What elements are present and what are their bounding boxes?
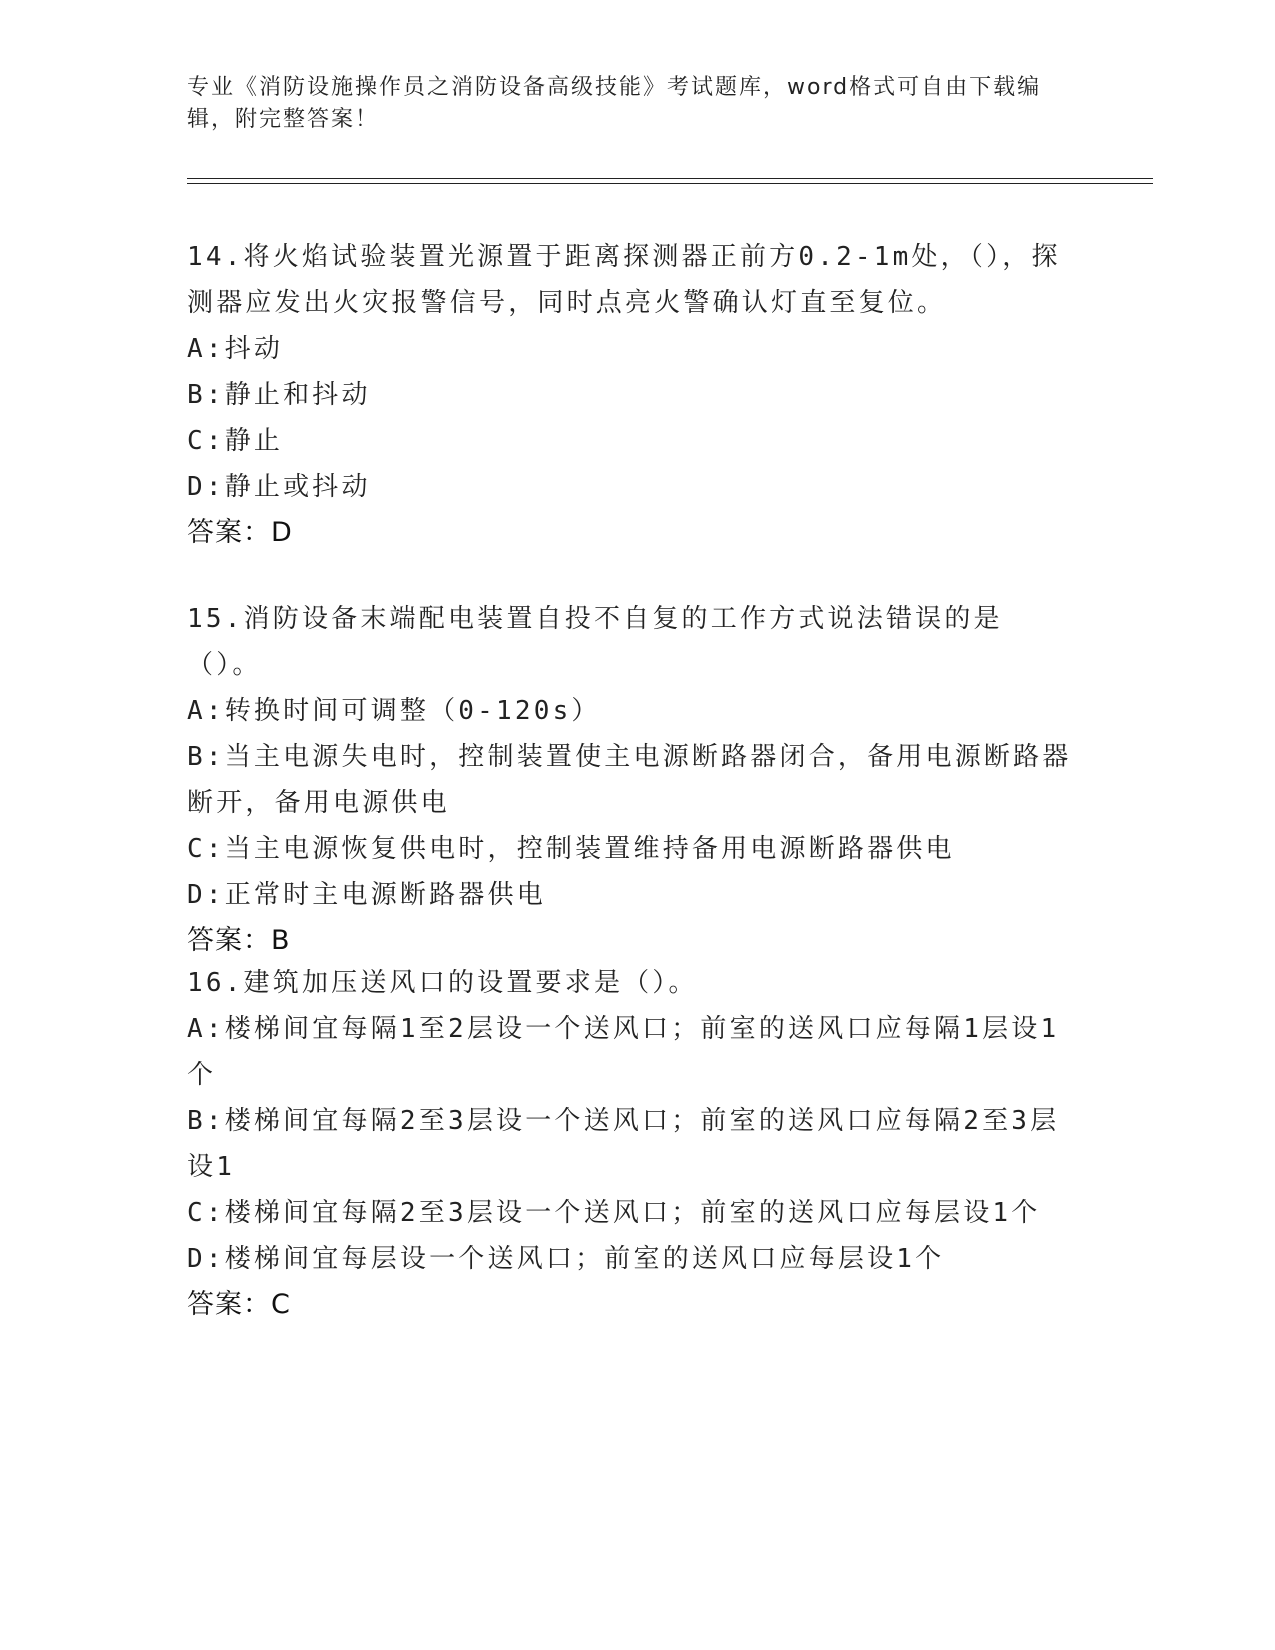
question-stem: 15.消防设备末端配电装置自投不自复的工作方式说法错误的是（）。 bbox=[187, 604, 1003, 680]
question-stem: 14.将火焰试验装置光源置于距离探测器正前方0.2-1m处，（），探测器应发出火灾报警信号，同时点亮火警确认灯直至复位。 bbox=[187, 242, 1061, 318]
answer-line: 答案：B bbox=[187, 925, 291, 956]
option-a: A:转换时间可调整（0-120s） bbox=[187, 696, 601, 726]
option-d: D:静止或抖动 bbox=[187, 472, 371, 502]
header-divider-bottom bbox=[187, 183, 1153, 184]
answer-line: 答案：C bbox=[187, 1289, 291, 1320]
option-b: B:静止和抖动 bbox=[187, 380, 371, 410]
option-d: D:楼梯间宜每层设一个送风口；前室的送风口应每层设1个 bbox=[187, 1244, 945, 1274]
option-a: A:抖动 bbox=[187, 334, 284, 364]
question-16 bbox=[187, 960, 1077, 1328]
option-d: D:正常时主电源断路器供电 bbox=[187, 880, 546, 910]
question-14 bbox=[187, 234, 1077, 556]
option-b: B:当主电源失电时，控制装置使主电源断路器闭合，备用电源断路器断开，备用电源供电 bbox=[187, 742, 1072, 818]
option-a: A:楼梯间宜每隔1至2层设一个送风口；前室的送风口应每隔1层设1个 bbox=[187, 1014, 1060, 1090]
option-c: C:静止 bbox=[187, 426, 284, 456]
answer-line: 答案：D bbox=[187, 517, 293, 548]
option-c: C:楼梯间宜每隔2至3层设一个送风口；前室的送风口应每层设1个 bbox=[187, 1198, 1041, 1228]
option-b: B:楼梯间宜每隔2至3层设一个送风口；前室的送风口应每隔2至3层设1 bbox=[187, 1106, 1060, 1182]
header-divider-top bbox=[187, 178, 1153, 179]
document-header: 专业《消防设施操作员之消防设备高级技能》考试题库，word格式可自由下载编辑，附完整答案！ bbox=[187, 75, 1042, 132]
question-15 bbox=[187, 596, 1077, 964]
question-stem: 16.建筑加压送风口的设置要求是（）。 bbox=[187, 968, 698, 998]
option-c: C:当主电源恢复供电时，控制装置维持备用电源断路器供电 bbox=[187, 834, 955, 864]
